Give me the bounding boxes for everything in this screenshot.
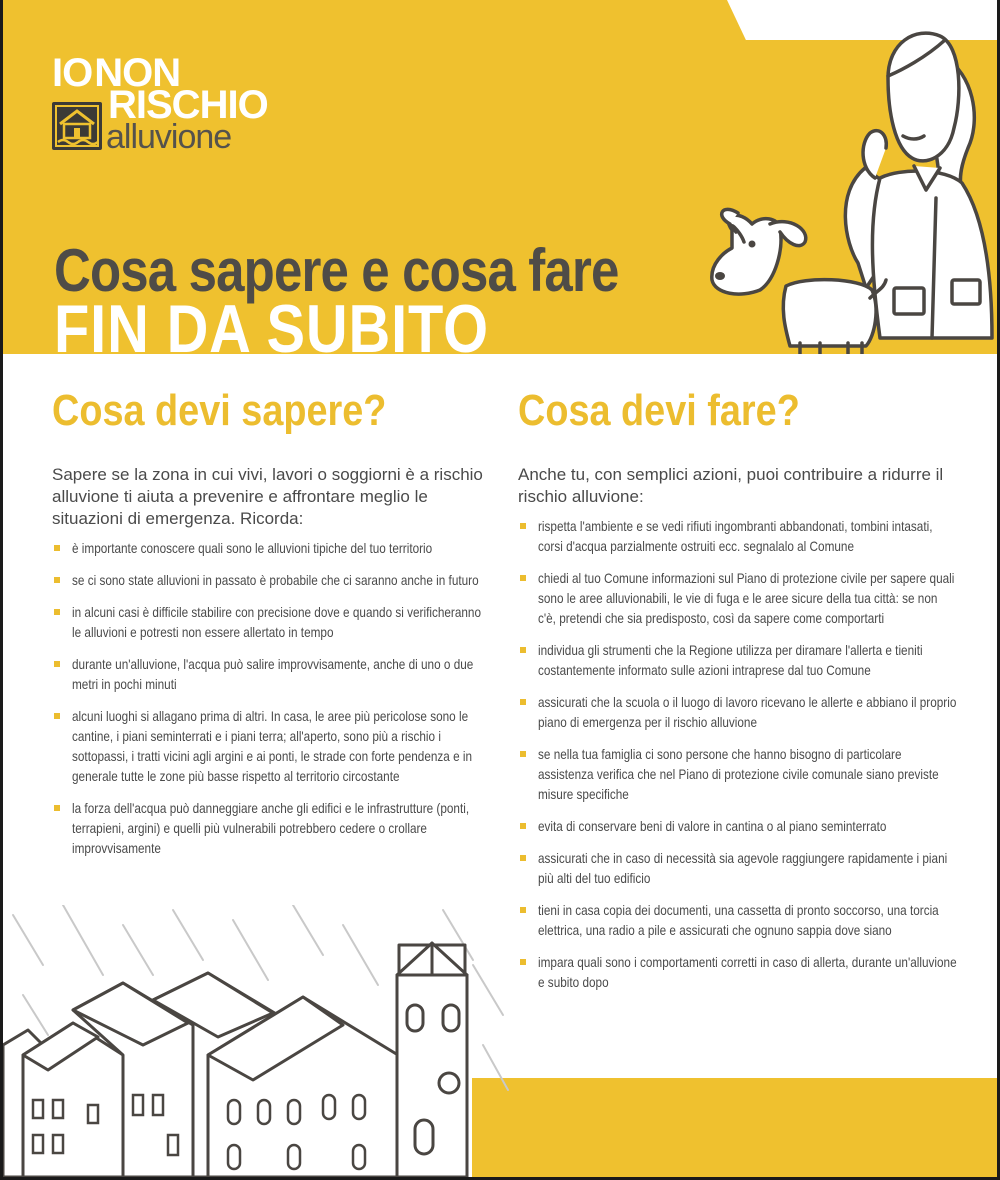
what-to-do-intro: Anche tu, con semplici azioni, puoi contribuire a ridurre il rischio alluvione:	[518, 465, 944, 506]
list-item	[52, 602, 482, 642]
logo-non: NON	[94, 51, 181, 95]
woman-and-dog-illustration	[700, 18, 997, 354]
list-item-text: in alcuni casi è difficile stabilire con precisione dove e quando si verificheranno le alluvioni e potresti non essere allertato in tempo	[72, 604, 482, 640]
list-item-text: assicurati che in caso di necessità sia agevole raggiungere rapidamente i piani più alti del tuo edificio	[538, 850, 948, 886]
list-item	[518, 568, 958, 628]
logo-io: IO	[52, 51, 93, 95]
list-item	[518, 848, 958, 888]
list-item	[518, 744, 958, 804]
list-item-text: assicurati che la scuola o il luogo di lavoro ricevano le allerte e abbiano il proprio piano di emergenza per il rischio alluvione	[538, 694, 957, 730]
list-item	[518, 900, 958, 940]
list-item	[518, 640, 958, 680]
what-to-know-list	[52, 538, 482, 858]
house-badge-icon	[52, 102, 102, 150]
town-rain-illustration	[3, 905, 523, 1177]
list-item	[52, 654, 482, 694]
footer-band	[472, 1078, 997, 1177]
what-to-do-heading: Cosa devi fare?	[518, 386, 800, 435]
list-item	[52, 798, 482, 858]
list-item	[518, 816, 958, 836]
list-item-text: la forza dell'acqua può danneggiare anche gli edifici e le infrastrutture (ponti, terrapieni, argini) e quelli più vulnerabili potrebbero cedere o crollare improvvisamente	[72, 800, 470, 856]
logo-line-2: RISCHIO	[108, 83, 268, 127]
what-to-know-intro: Sapere se la zona in cui vivi, lavori o soggiorni è a rischio alluvione ti aiuta a prevenire e affrontare meglio le situazioni di emergenza. Ricorda:	[52, 465, 483, 528]
list-item-text: durante un'alluvione, l'acqua può salire improvvisamente, anche di uno o due metri in pochi minuti	[72, 656, 474, 692]
logo	[52, 52, 282, 162]
list-item-text: evita di conservare beni di valore in cantina o al piano seminterrato	[538, 818, 887, 834]
list-item-text: alcuni luoghi si allagano prima di altri. In casa, le aree più pericolose sono le cantine, i piani seminterrati e i piani terra; all'aperto, sono più a rischio i sottopassi, i tratti vicini agli argini e ai ponti, le strade con forte pendenza e in generale tutte le zone più basse rispetto al territorio circostante	[72, 708, 473, 784]
what-to-know-heading: Cosa devi sapere?	[52, 386, 387, 435]
list-item	[52, 706, 482, 786]
list-item-text: impara quali sono i comportamenti corretti in caso di allerta, durante un'alluvione e subito dopo	[538, 954, 957, 990]
frame-left-edge	[0, 0, 3, 1180]
list-item-text: tieni in casa copia dei documenti, una cassetta di pronto soccorso, una torcia elettrica, una radio a pile e assicurati che ognuno sappia dove siano	[538, 902, 939, 938]
what-to-do-column	[518, 386, 958, 1004]
title-line-2: FIN DA SUBITO	[54, 291, 489, 354]
what-to-know-column	[52, 386, 482, 870]
list-item	[518, 516, 958, 556]
logo-line-3: alluvione	[106, 118, 232, 156]
list-item	[518, 952, 958, 992]
list-item	[52, 570, 482, 590]
list-item-text: è importante conoscere quali sono le alluvioni tipiche del tuo territorio	[72, 540, 433, 556]
list-item-text: chiedi al tuo Comune informazioni sul Piano di protezione civile per sapere quali sono le aree alluvionabili, le vie di fuga e le aree sicure della tua città: se non c'è, pretendi che sia predisposto, così da sapere come comportarti	[538, 570, 955, 626]
list-item-text: se nella tua famiglia ci sono persone che hanno bisogno di particolare assistenza verifica che nel Piano di protezione civile comunale siano previste misure specifiche	[538, 746, 939, 802]
list-item-text: rispetta l'ambiente e se vedi rifiuti ingombranti abbandonati, tombini intasati, corsi d'acqua parzialmente ostruiti ecc. segnalalo al Comune	[538, 518, 933, 554]
list-item-text: individua gli strumenti che la Regione utilizza per diramare l'allerta e tieniti costantemente informato sulle azioni intraprese dal tuo Comune	[538, 642, 923, 678]
list-item-text: se ci sono state alluvioni in passato è probabile che ci saranno anche in futuro	[72, 572, 479, 588]
list-item	[518, 692, 958, 732]
list-item	[52, 538, 482, 558]
title-line-1: Cosa sapere e cosa fare	[54, 237, 619, 304]
what-to-do-list	[518, 516, 958, 992]
